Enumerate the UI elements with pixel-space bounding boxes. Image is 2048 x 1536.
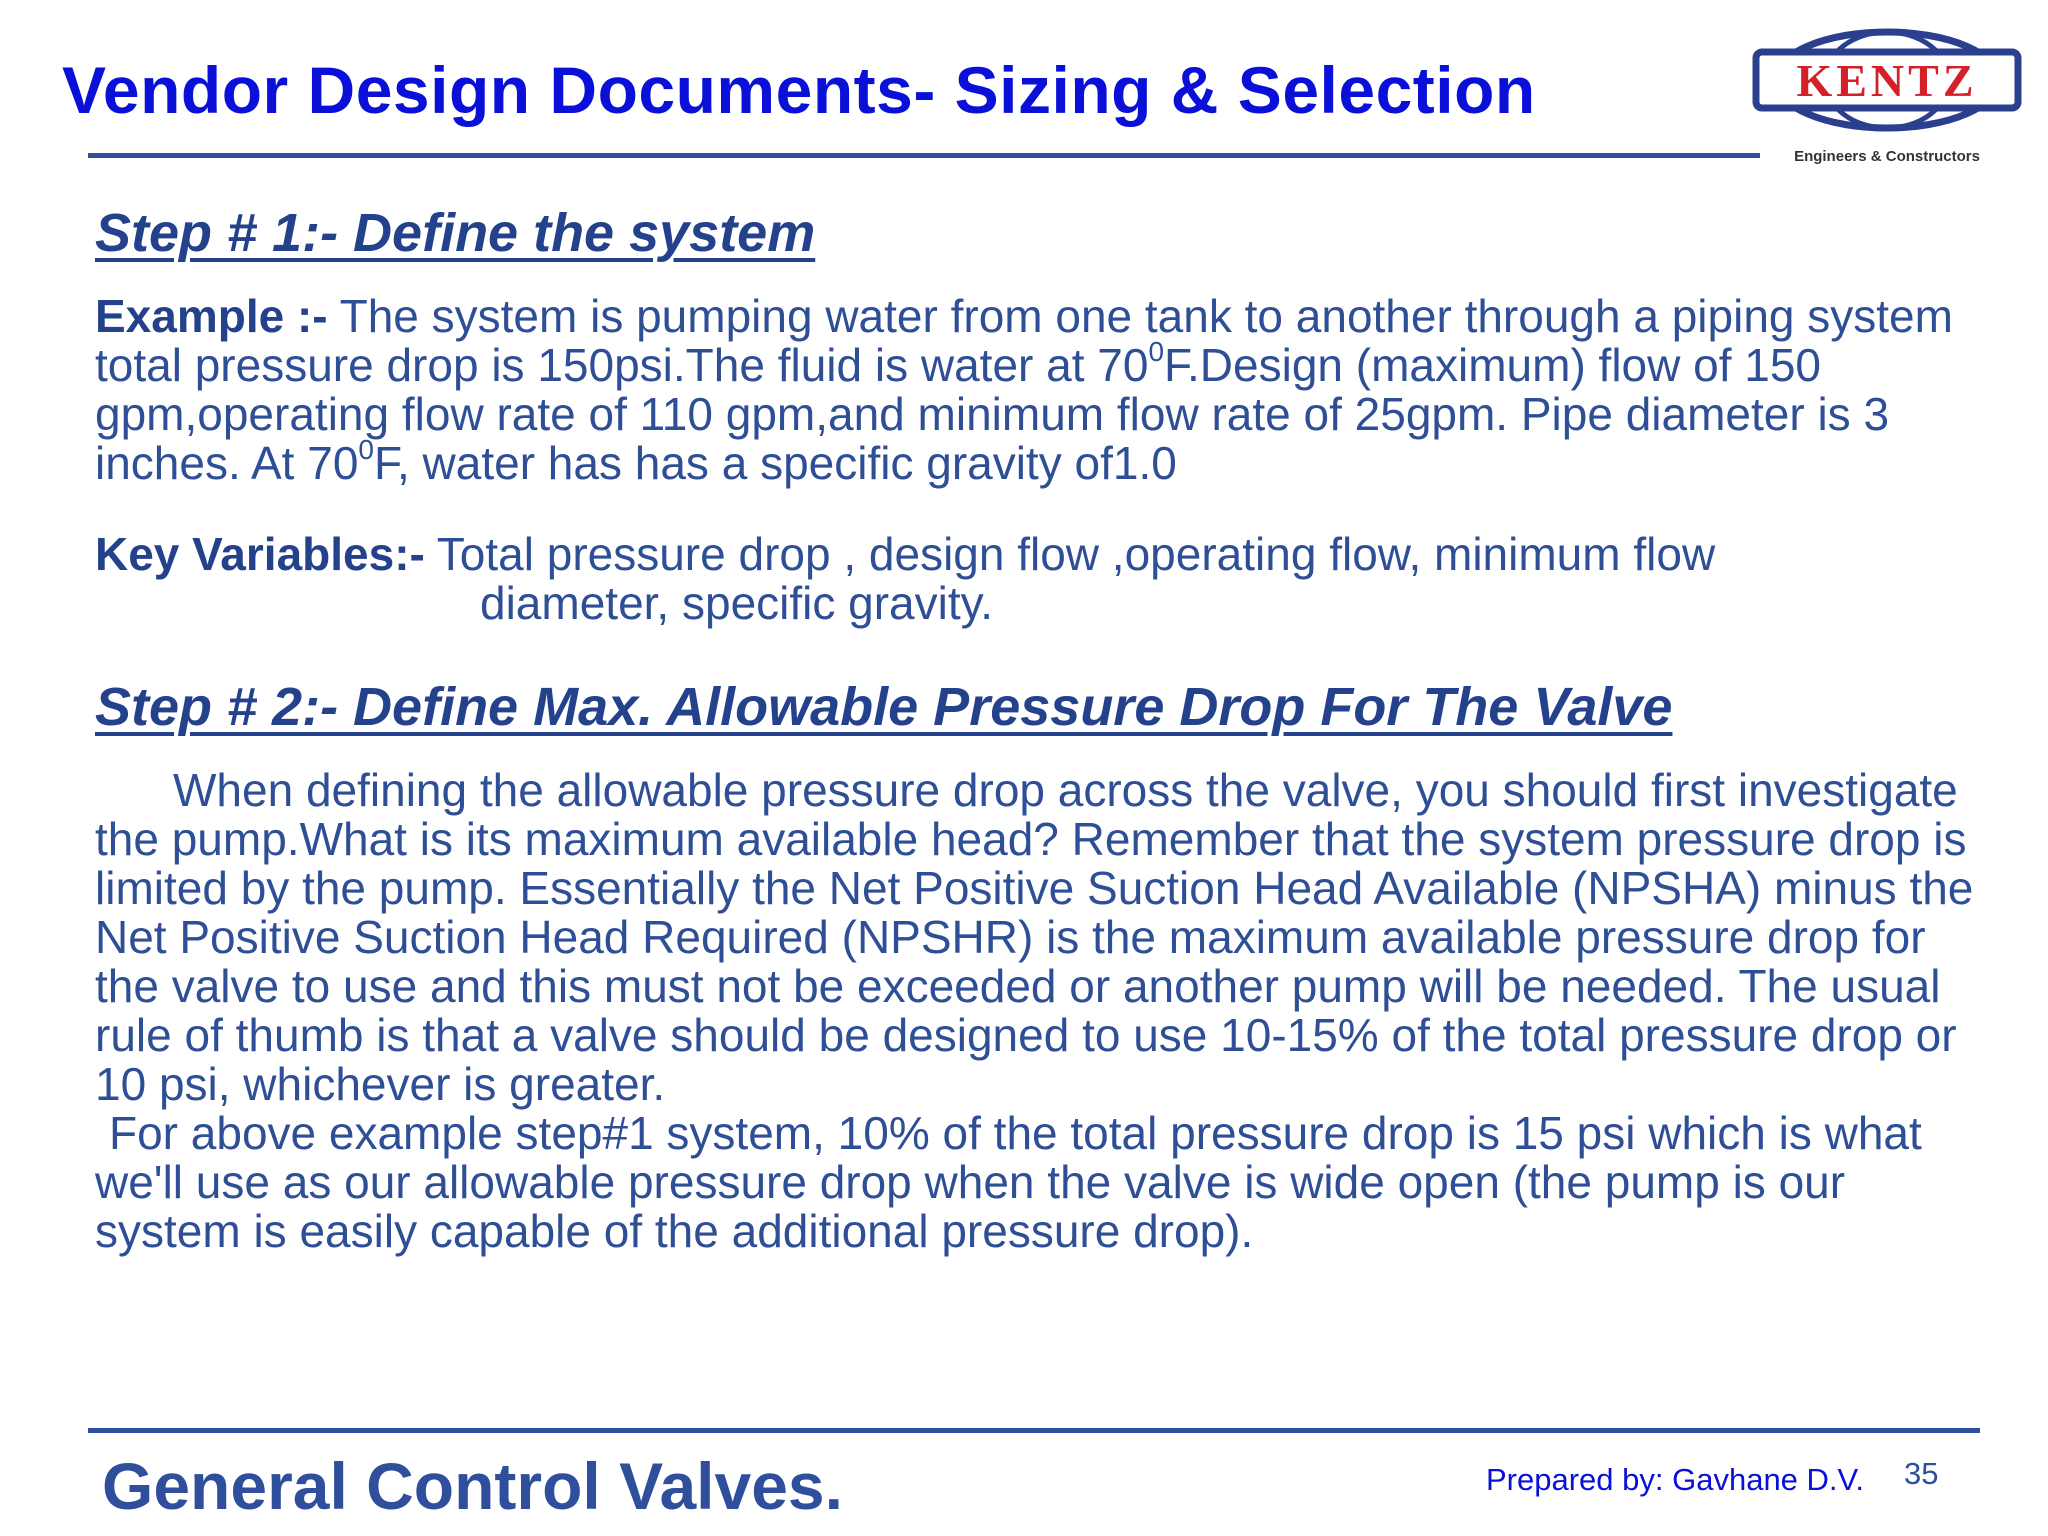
footer-title: General Control Valves.	[102, 1449, 843, 1523]
page-number: 35	[1904, 1456, 1939, 1491]
step2-paragraph-1: When defining the allowable pressure drop across the valve, you should first investigate the pump.What is its maximum available head? Remember that the system pressure drop is limited by the pump. Essentially the Net Positive Suction Head Available (NPSHA) minus the Net Positive Suction Head Required (NPSHR) is the maximum available pressure drop for the valve to use and this must not be exceeded or another pump will be needed. The usual rule of thumb is that a valve should be designed to use 10-15% of the total pressure drop or 10 psi, whichever is greater.	[95, 764, 1974, 1110]
example-text-2: F.Design (maximum) flow of 150 gpm,operating flow rate of 110 gpm,and minimum flow rate of 25gpm. Pipe diameter is 3 inches. At 70	[95, 339, 1890, 489]
footer-divider	[88, 1428, 1980, 1433]
title-divider	[88, 153, 1760, 158]
key-variables-line-2: diameter, specific gravity.	[480, 577, 994, 629]
logo-tagline: Engineers & Constructors	[1794, 148, 1980, 165]
degree-superscript-2: 0	[358, 433, 374, 465]
key-variables	[95, 530, 1995, 628]
slide-title: Vendor Design Documents- Sizing & Selection	[62, 53, 1536, 127]
prepared-by: Prepared by: Gavhane D.V.	[1486, 1462, 1864, 1497]
example-text-3: F, water has has a specific gravity of1.0	[373, 437, 1177, 489]
key-variables-label: Key Variables:-	[95, 528, 425, 580]
step2-heading: Step # 2:- Define Max. Allowable Pressure Drop For The Valve	[95, 677, 1673, 737]
step2-body	[95, 766, 1995, 1256]
example-label: Example :-	[95, 290, 328, 342]
step2-paragraph-2: For above example step#1 system, 10% of the total pressure drop is 15 psi which is what we'll use as our allowable pressure drop when the valve is wide open (the pump is our system is easily capable of the additional pressure drop).	[95, 1107, 1922, 1257]
step1-heading: Step # 1:- Define the system	[95, 203, 816, 263]
example-paragraph	[95, 292, 1995, 488]
example-text-1: The system is pumping water from one tank to another through a piping system total pressure drop is 150psi.The fluid is water at 70	[95, 290, 1953, 391]
key-variables-line-1: Total pressure drop , design flow ,operating flow, minimum flow	[424, 528, 1716, 580]
logo-brand-text: KENTZ	[1796, 55, 1978, 106]
degree-superscript-1: 0	[1148, 335, 1165, 367]
